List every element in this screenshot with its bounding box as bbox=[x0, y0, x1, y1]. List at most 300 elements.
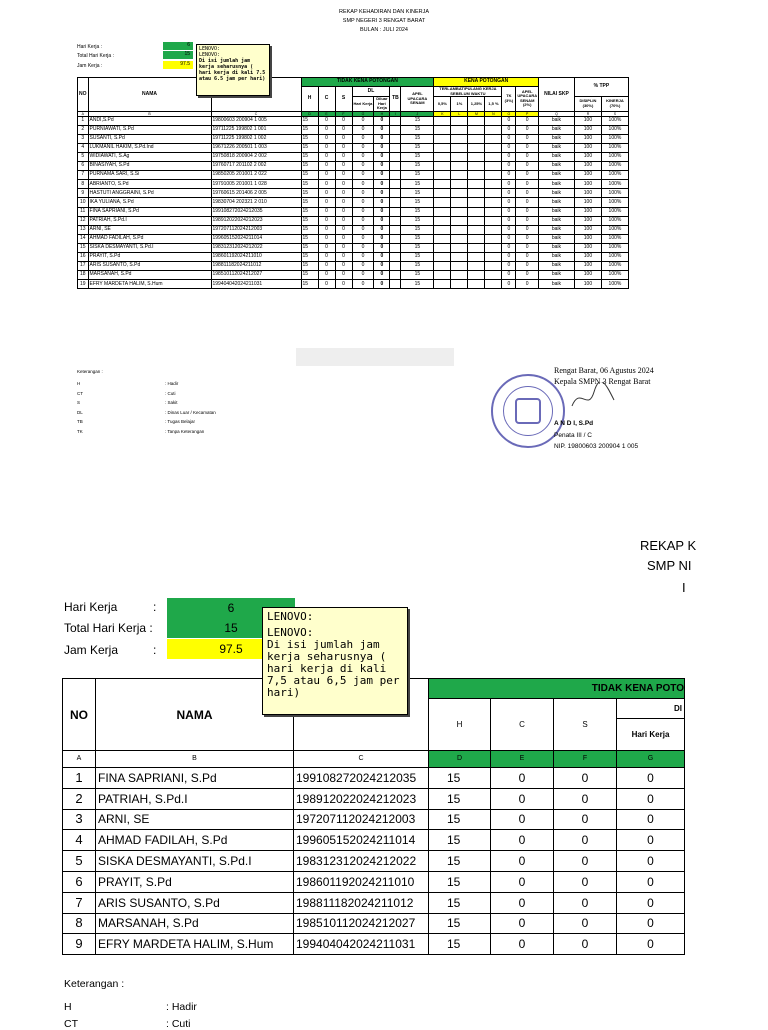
table-cell[interactable] bbox=[390, 125, 401, 134]
table-cell[interactable]: 100 bbox=[574, 280, 601, 289]
table-cell[interactable]: 0 bbox=[318, 207, 335, 216]
zoom-table-cell[interactable]: 0 bbox=[491, 809, 554, 830]
table-cell[interactable] bbox=[390, 134, 401, 143]
table-cell[interactable]: 0 bbox=[374, 253, 390, 262]
zoom-table-cell[interactable]: 15 bbox=[429, 851, 491, 872]
table-cell[interactable]: 15 bbox=[301, 152, 318, 161]
zoom-table-cell[interactable]: 198312312024212022 bbox=[294, 851, 429, 872]
table-cell[interactable]: 0 bbox=[352, 234, 374, 243]
table-cell[interactable]: 0 bbox=[318, 162, 335, 171]
table-cell[interactable]: 15 bbox=[401, 234, 434, 243]
table-cell[interactable]: 0 bbox=[374, 116, 390, 125]
table-cell[interactable]: IKA YULIANA, S.Pd bbox=[88, 198, 211, 207]
table-cell[interactable] bbox=[434, 162, 451, 171]
table-cell[interactable]: 100 bbox=[574, 234, 601, 243]
table-cell[interactable]: 0 bbox=[516, 198, 539, 207]
zoom-table-cell[interactable]: FINA SAPRIANI, S.Pd bbox=[96, 768, 294, 789]
table-cell[interactable]: 198510112024212027 bbox=[211, 271, 301, 280]
table-cell[interactable]: 100% bbox=[601, 207, 628, 216]
zoom-table-cell[interactable]: 0 bbox=[617, 788, 685, 809]
table-cell[interactable] bbox=[468, 171, 485, 180]
table-cell[interactable]: 100% bbox=[601, 180, 628, 189]
table-cell[interactable]: 15 bbox=[301, 198, 318, 207]
table-cell[interactable]: 0 bbox=[335, 134, 352, 143]
table-cell[interactable]: baik bbox=[538, 225, 574, 234]
table-cell[interactable]: baik bbox=[538, 152, 574, 161]
table-cell[interactable] bbox=[390, 271, 401, 280]
table-cell[interactable]: 0 bbox=[318, 180, 335, 189]
table-cell[interactable]: 100 bbox=[574, 225, 601, 234]
table-cell[interactable]: 0 bbox=[374, 234, 390, 243]
table-cell[interactable] bbox=[390, 253, 401, 262]
table-cell[interactable]: 100% bbox=[601, 143, 628, 152]
table-cell[interactable]: 100 bbox=[574, 207, 601, 216]
table-cell[interactable]: 100% bbox=[601, 189, 628, 198]
table-cell[interactable]: baik bbox=[538, 271, 574, 280]
table-cell[interactable]: 3 bbox=[78, 134, 89, 143]
table-cell[interactable] bbox=[390, 189, 401, 198]
table-cell[interactable]: baik bbox=[538, 262, 574, 271]
table-cell[interactable]: 198312312024212022 bbox=[211, 243, 301, 252]
table-cell[interactable]: 0 bbox=[352, 216, 374, 225]
table-cell[interactable]: 100% bbox=[601, 243, 628, 252]
zoom-table-cell[interactable]: 15 bbox=[429, 809, 491, 830]
table-cell[interactable]: 15 bbox=[401, 125, 434, 134]
table-cell[interactable]: baik bbox=[538, 189, 574, 198]
table-cell[interactable]: 0 bbox=[516, 225, 539, 234]
table-cell[interactable]: 198912022024212023 bbox=[211, 216, 301, 225]
table-cell[interactable]: 100% bbox=[601, 198, 628, 207]
table-cell[interactable] bbox=[390, 207, 401, 216]
table-cell[interactable]: 15 bbox=[301, 171, 318, 180]
table-cell[interactable]: 15 bbox=[301, 116, 318, 125]
table-cell[interactable]: baik bbox=[538, 234, 574, 243]
zoom-table-cell[interactable]: 0 bbox=[491, 851, 554, 872]
zoom-table-cell[interactable]: 15 bbox=[429, 768, 491, 789]
table-cell[interactable]: 15 bbox=[301, 262, 318, 271]
zoom-table-cell[interactable]: 0 bbox=[491, 934, 554, 955]
jam-kerja-value[interactable]: 97.5 bbox=[163, 61, 193, 69]
table-cell[interactable] bbox=[485, 189, 502, 198]
table-cell[interactable]: baik bbox=[538, 171, 574, 180]
table-cell[interactable]: 0 bbox=[502, 180, 516, 189]
table-cell[interactable]: 12 bbox=[78, 216, 89, 225]
table-cell[interactable]: 0 bbox=[374, 198, 390, 207]
zoom-table-cell[interactable]: 197207112024212003 bbox=[294, 809, 429, 830]
table-cell[interactable] bbox=[434, 189, 451, 198]
table-cell[interactable] bbox=[468, 198, 485, 207]
table-cell[interactable] bbox=[434, 171, 451, 180]
zoom-table-cell[interactable]: 198811182024211012 bbox=[294, 892, 429, 913]
zoom-table-cell[interactable]: 0 bbox=[554, 913, 617, 934]
table-cell[interactable]: ABRIANTO, S.Pd bbox=[88, 180, 211, 189]
table-cell[interactable] bbox=[390, 143, 401, 152]
table-cell[interactable]: LUKMANIL HAKIM, S.Pd.Ind bbox=[88, 143, 211, 152]
table-cell[interactable]: 0 bbox=[318, 216, 335, 225]
table-cell[interactable] bbox=[451, 152, 468, 161]
zoom-table-cell[interactable]: 6 bbox=[63, 871, 96, 892]
table-cell[interactable]: EFRY MARDETA HALIM, S.Hum bbox=[88, 280, 211, 289]
table-cell[interactable] bbox=[451, 207, 468, 216]
table-cell[interactable] bbox=[390, 116, 401, 125]
table-cell[interactable] bbox=[390, 225, 401, 234]
table-cell[interactable]: AHMAD FADILAH, S.Pd bbox=[88, 234, 211, 243]
table-cell[interactable]: 0 bbox=[335, 234, 352, 243]
zoom-table-cell[interactable]: 0 bbox=[491, 788, 554, 809]
table-cell[interactable]: 0 bbox=[318, 116, 335, 125]
table-cell[interactable]: 198811182024211012 bbox=[211, 262, 301, 271]
zoom-comment-note[interactable] bbox=[262, 607, 408, 715]
table-cell[interactable] bbox=[390, 162, 401, 171]
zoom-table-cell[interactable]: 0 bbox=[617, 934, 685, 955]
table-cell[interactable]: 15 bbox=[401, 143, 434, 152]
table-cell[interactable]: 0 bbox=[335, 198, 352, 207]
table-cell[interactable]: 0 bbox=[335, 225, 352, 234]
table-cell[interactable]: 19760615 201406 2 005 bbox=[211, 189, 301, 198]
zoom-table-cell[interactable]: 0 bbox=[617, 871, 685, 892]
table-cell[interactable]: baik bbox=[538, 143, 574, 152]
table-cell[interactable] bbox=[451, 243, 468, 252]
zoom-table-cell[interactable]: ARNI, SE bbox=[96, 809, 294, 830]
table-cell[interactable]: 19671226 200501 1 003 bbox=[211, 143, 301, 152]
table-cell[interactable]: 0 bbox=[516, 271, 539, 280]
table-cell[interactable]: baik bbox=[538, 280, 574, 289]
table-cell[interactable]: SISKA DESMAYANTI, S.Pd.I bbox=[88, 243, 211, 252]
table-cell[interactable]: 0 bbox=[374, 216, 390, 225]
table-cell[interactable]: 15 bbox=[401, 207, 434, 216]
table-cell[interactable]: 0 bbox=[502, 225, 516, 234]
table-cell[interactable]: 0 bbox=[374, 171, 390, 180]
table-cell[interactable]: 0 bbox=[374, 125, 390, 134]
zoom-table-cell[interactable]: 0 bbox=[554, 871, 617, 892]
table-cell[interactable]: 0 bbox=[374, 162, 390, 171]
table-cell[interactable]: 100% bbox=[601, 134, 628, 143]
zoom-table-cell[interactable]: 198601192024211010 bbox=[294, 871, 429, 892]
zoom-table-cell[interactable]: 0 bbox=[617, 892, 685, 913]
table-cell[interactable]: 0 bbox=[352, 280, 374, 289]
table-cell[interactable]: 0 bbox=[516, 180, 539, 189]
zoom-table-cell[interactable]: 5 bbox=[63, 851, 96, 872]
zoom-table-cell[interactable]: 0 bbox=[491, 768, 554, 789]
table-cell[interactable]: 0 bbox=[318, 253, 335, 262]
table-cell[interactable]: 15 bbox=[401, 198, 434, 207]
table-cell[interactable]: 0 bbox=[318, 225, 335, 234]
table-cell[interactable]: 0 bbox=[374, 180, 390, 189]
table-cell[interactable]: 9 bbox=[78, 189, 89, 198]
table-cell[interactable]: 2 bbox=[78, 125, 89, 134]
comment-note[interactable] bbox=[196, 44, 270, 96]
table-cell[interactable] bbox=[451, 162, 468, 171]
table-cell[interactable]: 100% bbox=[601, 152, 628, 161]
table-cell[interactable] bbox=[468, 152, 485, 161]
table-cell[interactable]: 100% bbox=[601, 280, 628, 289]
table-cell[interactable]: baik bbox=[538, 216, 574, 225]
table-cell[interactable] bbox=[468, 243, 485, 252]
table-cell[interactable]: 0 bbox=[502, 125, 516, 134]
table-cell[interactable] bbox=[451, 143, 468, 152]
table-cell[interactable]: 8 bbox=[78, 180, 89, 189]
table-cell[interactable] bbox=[434, 125, 451, 134]
table-cell[interactable] bbox=[451, 134, 468, 143]
zoom-table-cell[interactable]: 0 bbox=[491, 871, 554, 892]
table-cell[interactable]: 15 bbox=[401, 180, 434, 189]
table-cell[interactable]: 0 bbox=[502, 134, 516, 143]
table-cell[interactable]: 0 bbox=[374, 207, 390, 216]
table-cell[interactable]: 15 bbox=[301, 207, 318, 216]
table-cell[interactable]: baik bbox=[538, 243, 574, 252]
table-cell[interactable] bbox=[468, 225, 485, 234]
table-cell[interactable] bbox=[434, 198, 451, 207]
table-cell[interactable]: 19 bbox=[78, 280, 89, 289]
table-cell[interactable]: 0 bbox=[516, 171, 539, 180]
table-cell[interactable] bbox=[451, 180, 468, 189]
table-cell[interactable]: FINA SAPRIANI, S.Pd bbox=[88, 207, 211, 216]
table-cell[interactable] bbox=[434, 271, 451, 280]
table-cell[interactable]: 0 bbox=[335, 253, 352, 262]
table-cell[interactable]: baik bbox=[538, 253, 574, 262]
table-cell[interactable]: 0 bbox=[318, 198, 335, 207]
table-cell[interactable]: 199605152024211014 bbox=[211, 234, 301, 243]
table-cell[interactable]: 100% bbox=[601, 271, 628, 280]
total-hari-value[interactable]: 15 bbox=[163, 51, 193, 59]
table-cell[interactable]: 0 bbox=[502, 162, 516, 171]
table-cell[interactable]: 15 bbox=[301, 162, 318, 171]
table-cell[interactable]: 0 bbox=[352, 116, 374, 125]
zoom-table-cell[interactable]: 199108272024212035 bbox=[294, 768, 429, 789]
table-cell[interactable]: 10 bbox=[78, 198, 89, 207]
table-cell[interactable]: 0 bbox=[352, 162, 374, 171]
table-cell[interactable] bbox=[451, 189, 468, 198]
table-cell[interactable] bbox=[390, 216, 401, 225]
table-cell[interactable]: 0 bbox=[335, 189, 352, 198]
table-cell[interactable] bbox=[468, 253, 485, 262]
table-cell[interactable]: 15 bbox=[301, 189, 318, 198]
zoom-table-cell[interactable]: PRAYIT, S.Pd bbox=[96, 871, 294, 892]
table-cell[interactable]: 100% bbox=[601, 225, 628, 234]
table-cell[interactable]: 0 bbox=[318, 234, 335, 243]
table-cell[interactable]: 0 bbox=[502, 280, 516, 289]
table-cell[interactable]: 0 bbox=[335, 216, 352, 225]
zoom-table-cell[interactable]: 0 bbox=[491, 892, 554, 913]
table-cell[interactable]: 0 bbox=[318, 125, 335, 134]
table-cell[interactable]: 13 bbox=[78, 225, 89, 234]
table-cell[interactable]: 15 bbox=[301, 280, 318, 289]
table-cell[interactable] bbox=[390, 152, 401, 161]
zoom-table-cell[interactable]: 0 bbox=[617, 851, 685, 872]
table-cell[interactable]: 100% bbox=[601, 262, 628, 271]
table-cell[interactable]: 100 bbox=[574, 253, 601, 262]
table-cell[interactable]: MARSANAH, S.Pd bbox=[88, 271, 211, 280]
table-cell[interactable] bbox=[451, 271, 468, 280]
table-cell[interactable] bbox=[451, 125, 468, 134]
table-cell[interactable]: 15 bbox=[401, 280, 434, 289]
table-cell[interactable]: 0 bbox=[516, 207, 539, 216]
table-cell[interactable]: 15 bbox=[301, 180, 318, 189]
table-cell[interactable]: 19750818 200904 2 002 bbox=[211, 152, 301, 161]
zoom-table-cell[interactable]: AHMAD FADILAH, S.Pd bbox=[96, 830, 294, 851]
table-cell[interactable]: baik bbox=[538, 162, 574, 171]
table-cell[interactable]: 15 bbox=[301, 271, 318, 280]
table-cell[interactable] bbox=[485, 280, 502, 289]
zoom-jam-kerja-value[interactable]: 97.5 bbox=[167, 639, 295, 659]
zoom-table-cell[interactable]: 3 bbox=[63, 809, 96, 830]
table-cell[interactable] bbox=[434, 216, 451, 225]
zoom-table-cell[interactable]: 15 bbox=[429, 871, 491, 892]
table-cell[interactable] bbox=[390, 198, 401, 207]
table-cell[interactable] bbox=[468, 216, 485, 225]
table-cell[interactable]: 7 bbox=[78, 171, 89, 180]
table-cell[interactable] bbox=[434, 234, 451, 243]
table-cell[interactable]: 15 bbox=[78, 243, 89, 252]
table-cell[interactable]: 100 bbox=[574, 271, 601, 280]
table-cell[interactable] bbox=[485, 271, 502, 280]
table-cell[interactable]: ANDI,S.Pd bbox=[88, 116, 211, 125]
table-cell[interactable] bbox=[468, 207, 485, 216]
table-cell[interactable] bbox=[468, 134, 485, 143]
table-cell[interactable]: 0 bbox=[516, 143, 539, 152]
table-cell[interactable]: 100% bbox=[601, 116, 628, 125]
zoom-table-cell[interactable]: 199404042024211031 bbox=[294, 934, 429, 955]
table-cell[interactable]: 0 bbox=[374, 280, 390, 289]
table-cell[interactable]: 0 bbox=[352, 207, 374, 216]
table-cell[interactable]: 100 bbox=[574, 152, 601, 161]
table-cell[interactable]: 0 bbox=[516, 189, 539, 198]
zoom-table-cell[interactable]: EFRY MARDETA HALIM, S.Hum bbox=[96, 934, 294, 955]
table-cell[interactable]: 19711225 199802 1 001 bbox=[211, 125, 301, 134]
table-cell[interactable] bbox=[468, 262, 485, 271]
table-cell[interactable] bbox=[434, 152, 451, 161]
table-cell[interactable]: 100 bbox=[574, 189, 601, 198]
table-cell[interactable]: 0 bbox=[502, 262, 516, 271]
table-cell[interactable] bbox=[390, 180, 401, 189]
table-cell[interactable] bbox=[451, 225, 468, 234]
zoom-table-cell[interactable]: ARIS SUSANTO, S.Pd bbox=[96, 892, 294, 913]
table-cell[interactable]: 0 bbox=[318, 171, 335, 180]
table-cell[interactable]: 197207112024212003 bbox=[211, 225, 301, 234]
zoom-table-cell[interactable]: 0 bbox=[554, 934, 617, 955]
table-cell[interactable]: 17 bbox=[78, 262, 89, 271]
table-cell[interactable]: 15 bbox=[401, 171, 434, 180]
table-cell[interactable]: 0 bbox=[374, 271, 390, 280]
table-cell[interactable]: 100 bbox=[574, 143, 601, 152]
table-cell[interactable]: 0 bbox=[318, 134, 335, 143]
table-cell[interactable]: 0 bbox=[502, 253, 516, 262]
table-cell[interactable] bbox=[485, 171, 502, 180]
zoom-table-cell[interactable]: 0 bbox=[617, 913, 685, 934]
table-cell[interactable]: 0 bbox=[335, 125, 352, 134]
zoom-table-cell[interactable]: PATRIAH, S.Pd.I bbox=[96, 788, 294, 809]
table-cell[interactable]: 0 bbox=[516, 243, 539, 252]
table-cell[interactable]: 0 bbox=[335, 243, 352, 252]
table-cell[interactable]: 6 bbox=[78, 162, 89, 171]
table-cell[interactable] bbox=[434, 253, 451, 262]
table-cell[interactable]: 0 bbox=[352, 253, 374, 262]
table-cell[interactable]: 100 bbox=[574, 180, 601, 189]
zoom-table-cell[interactable]: MARSANAH, S.Pd bbox=[96, 913, 294, 934]
table-cell[interactable]: 0 bbox=[318, 189, 335, 198]
table-cell[interactable]: 0 bbox=[374, 225, 390, 234]
table-cell[interactable]: 0 bbox=[502, 271, 516, 280]
zoom-table-cell[interactable]: 0 bbox=[554, 768, 617, 789]
table-cell[interactable] bbox=[468, 162, 485, 171]
table-cell[interactable]: 0 bbox=[352, 152, 374, 161]
zoom-table-cell[interactable]: 9 bbox=[63, 934, 96, 955]
table-cell[interactable]: 199404042024211031 bbox=[211, 280, 301, 289]
table-cell[interactable]: 0 bbox=[335, 280, 352, 289]
table-cell[interactable]: 0 bbox=[318, 143, 335, 152]
table-cell[interactable]: 0 bbox=[502, 243, 516, 252]
table-cell[interactable]: 11 bbox=[78, 207, 89, 216]
table-cell[interactable]: 100% bbox=[601, 125, 628, 134]
table-cell[interactable]: 0 bbox=[502, 116, 516, 125]
zoom-table-cell[interactable]: 15 bbox=[429, 913, 491, 934]
zoom-hari-kerja-value[interactable]: 6 bbox=[167, 598, 295, 618]
table-cell[interactable]: 0 bbox=[502, 216, 516, 225]
table-cell[interactable] bbox=[485, 253, 502, 262]
table-cell[interactable] bbox=[485, 162, 502, 171]
table-cell[interactable] bbox=[434, 243, 451, 252]
table-cell[interactable]: 0 bbox=[374, 134, 390, 143]
table-cell[interactable]: 0 bbox=[516, 152, 539, 161]
table-cell[interactable]: BINASIYAH, S.Pd bbox=[88, 162, 211, 171]
table-cell[interactable]: 0 bbox=[335, 271, 352, 280]
table-cell[interactable]: 100% bbox=[601, 171, 628, 180]
table-cell[interactable]: 100% bbox=[601, 234, 628, 243]
table-cell[interactable]: 0 bbox=[335, 262, 352, 271]
table-cell[interactable]: PURNAMA SARI, S.Si bbox=[88, 171, 211, 180]
table-cell[interactable]: PATRIAH, S.Pd.I bbox=[88, 216, 211, 225]
zoom-table-cell[interactable]: 0 bbox=[554, 830, 617, 851]
table-cell[interactable]: 0 bbox=[516, 280, 539, 289]
table-cell[interactable]: 0 bbox=[516, 262, 539, 271]
table-cell[interactable] bbox=[451, 234, 468, 243]
zoom-table-cell[interactable]: 8 bbox=[63, 913, 96, 934]
hari-kerja-value[interactable]: 6 bbox=[163, 42, 193, 50]
table-cell[interactable] bbox=[485, 143, 502, 152]
table-cell[interactable]: 0 bbox=[335, 171, 352, 180]
table-cell[interactable]: 15 bbox=[301, 225, 318, 234]
table-cell[interactable] bbox=[451, 198, 468, 207]
table-cell[interactable]: 100% bbox=[601, 162, 628, 171]
table-cell[interactable] bbox=[485, 198, 502, 207]
table-cell[interactable]: 15 bbox=[401, 262, 434, 271]
table-cell[interactable]: 0 bbox=[516, 253, 539, 262]
table-cell[interactable] bbox=[485, 225, 502, 234]
table-cell[interactable]: 100% bbox=[601, 216, 628, 225]
table-cell[interactable] bbox=[390, 171, 401, 180]
table-cell[interactable]: 0 bbox=[335, 207, 352, 216]
table-cell[interactable] bbox=[468, 189, 485, 198]
zoom-table-cell[interactable]: 15 bbox=[429, 830, 491, 851]
zoom-table-cell[interactable]: 0 bbox=[554, 892, 617, 913]
zoom-table-cell[interactable]: 199605152024211014 bbox=[294, 830, 429, 851]
table-cell[interactable]: 0 bbox=[516, 216, 539, 225]
table-cell[interactable]: 15 bbox=[401, 116, 434, 125]
table-cell[interactable]: 15 bbox=[401, 253, 434, 262]
table-cell[interactable]: 100% bbox=[601, 253, 628, 262]
table-cell[interactable] bbox=[451, 116, 468, 125]
table-cell[interactable] bbox=[468, 125, 485, 134]
table-cell[interactable] bbox=[434, 207, 451, 216]
table-cell[interactable] bbox=[434, 134, 451, 143]
table-cell[interactable] bbox=[485, 207, 502, 216]
table-cell[interactable]: 0 bbox=[502, 152, 516, 161]
table-cell[interactable]: 0 bbox=[502, 171, 516, 180]
table-cell[interactable]: 100 bbox=[574, 216, 601, 225]
table-cell[interactable]: 0 bbox=[374, 262, 390, 271]
table-cell[interactable]: 0 bbox=[502, 189, 516, 198]
table-cell[interactable]: 19830704 202321 2 010 bbox=[211, 198, 301, 207]
